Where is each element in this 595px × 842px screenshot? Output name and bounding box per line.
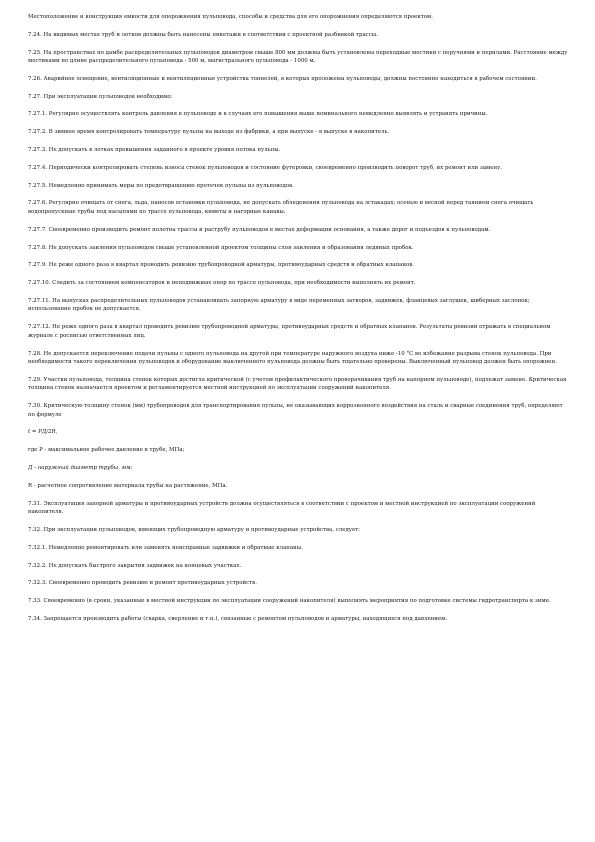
paragraph-7-29: 7.29. Участки пульповода, толщина стенок которых достигла критической (с учетом профилактического проворачивания труб на напорном пульповоде), подлежат замене. Критическая толщина стенок назначается проектом и регламентируется местной инструкцией по эксплуатации сооружений накопителя. [28,376,567,392]
paragraph-intro: Местоположение и конструкция емкости для опорожнения пульповода, способы и средства для его опорожнения определяются проектом. [28,14,433,20]
formula: t = PД/2R, [28,429,58,436]
paragraph-7-27-5: 7.27.5. Немедленно принимать меры по предотвращению протечек пульпы из пульповодов. [28,182,294,189]
paragraph-7-30: 7.30. Критическую толщину стенок (мм) трубопроводов для транспортирования пульпы, не оказывающих коррозионного воздействия на сталь и сварные соединения труб, определяют по формуле [28,403,563,418]
paragraph-7-27-3: 7.27.3. Не допускать в лотках превышения заданного в проекте уровня потока пульпы. [28,147,281,154]
definition-r: R - расчетное сопротивление материала трубы на растяжение, МПа. [28,482,228,489]
paragraph-7-27-12: 7.27.12. Не реже одного раза в квартал проводить ревизию трубопроводной арматуры, противоударных средств и обратных клапанов. Результаты ревизии отражать в специальном журнале с росписью ответственных лиц. [28,324,551,339]
paragraph-7-32-1: 7.32.1. Немедленно ремонтировать или заменять неисправные задвижки и обратные клапаны. [28,544,303,551]
definition-d: Д - наружный диаметр трубы, мм; [28,465,133,472]
paragraph-7-32-2: 7.32.2. Не допускать быстрого закрытия задвижек на концевых участках. [28,562,242,569]
paragraph-7-27-9: 7.27.9. Не реже одного раза в квартал проводить ревизию трубопроводной арматуры, противоударных средств и обратных клапанов. [28,262,415,269]
paragraph-7-27-4: 7.27.4. Периодически контролировать степень износа стенок пульповодов и состояние футеровки, своевременно производить поворот труб, их ремонт или замену. [28,164,503,171]
paragraph-7-27-10: 7.27.10. Следить за состоянием компенсаторов и неподвижных опор по трассе пульповода, при необходимости выполнять их ремонт. [28,280,416,287]
paragraph-7-34: 7.34. Запрещается производить работы (сварка, сверление и т.п.), связанные с ремонтом пульповодов и арматуры, находящихся под давлением. [28,615,448,622]
paragraph-7-25: 7.25. На пространствах по дамбе распределительных пульповодов диаметром свыше 800 мм должны быть установлены переходные мостики с поручнями и перилами. Расстояние между мостиками по длине распределительного пульповода - 500 м, магистрального пульповода - 1000 м. [28,49,568,65]
paragraph-7-32: 7.32. При эксплуатации пульповодов, имеющих трубопроводную арматуру и противоударные устройства, следует: [28,526,361,533]
definition-p: где Р - максимальное рабочее давление в трубе, МПа; [28,447,185,454]
paragraph-7-32-3: 7.32.3. Своевременно проводить ревизию и ремонт противоударных устройств. [28,580,257,587]
paragraph-7-31: 7.31. Эксплуатация запорной арматуры и противоударных устройств должна осуществляться в соответствии с проектом и местной инструкцией по эксплуатации сооружений накопителя. [28,500,536,516]
paragraph-7-27-8: 7.27.8. Не допускать заиления пульповодов свыше установленной проектом толщины слоя заиления и образования ледяных пробок. [28,244,414,251]
paragraph-7-27-1: 7.27.1. Регулярно осуществлять контроль давления в пульповоде и в случаях его повышения выше номинального немедленно выявлять и устранять причины. [28,111,488,118]
paragraph-7-27-2: 7.27.2. В зимнее время контролировать температуру пульпы на выходе из фабрики, а при выпуске - в выпуске в накопитель. [28,129,390,136]
paragraph-7-27-6: 7.27.6. Регулярно очищать от снега, льда, наносов остановки пульповода, не допускать обледенения пульповода на эстакадах; осенью и весной перед таянием снега очищать водопропускные трубы под насыпями по трассе пульповода, кюветы и нагорные канавы. [28,200,534,215]
paragraph-7-33: 7.33. Своевременно (в сроки, указанные в местной инструкции по эксплуатации сооружений накопителя) выполнять мероприятия по подготовке системы гидротранспорта к зиме. [28,598,551,605]
paragraph-7-27: 7.27. При эксплуатации пульповодов необходимо: [28,93,173,100]
paragraph-7-27-7: 7.27.7. Своевременно производить ремонт полотна трассы и раструбу пульповодов в местах деформации основания, а также дорог и подъездов к пульповодам. [28,226,491,233]
paragraph-7-27-11: 7.27.11. На выпусках распределительных пульповодов устанавливать запорную арматуру в виде переменных затворов, задвижек, фланцевых заглушек, шиберных заслонок; использование пробок не допускается. [28,297,530,313]
paragraph-7-24: 7.24. На видимых местах труб и лотков должны быть нанесены пикетажи в соответствии с проектной разбивкой трассы. [28,31,378,38]
paragraph-7-26: 7.26. Аварийное освещение, вентиляционные и вентиляционные устройства тоннелей, в которых проложены пульповоды, должны постоянно находиться в рабочем состоянии. [28,75,537,82]
paragraph-7-28: 7.28. Не допускается переключение подачи пульпы с одного пульповода на другой при температуре наружного воздуха ниже -10 °С во избежание разрыва стенок пульповода. При необходимости такого переключения пульповодов и оборудование выключенного пульповода должны быть тщательно проверены. Выключенный пульповод должен быть опорожнен. [28,350,557,366]
